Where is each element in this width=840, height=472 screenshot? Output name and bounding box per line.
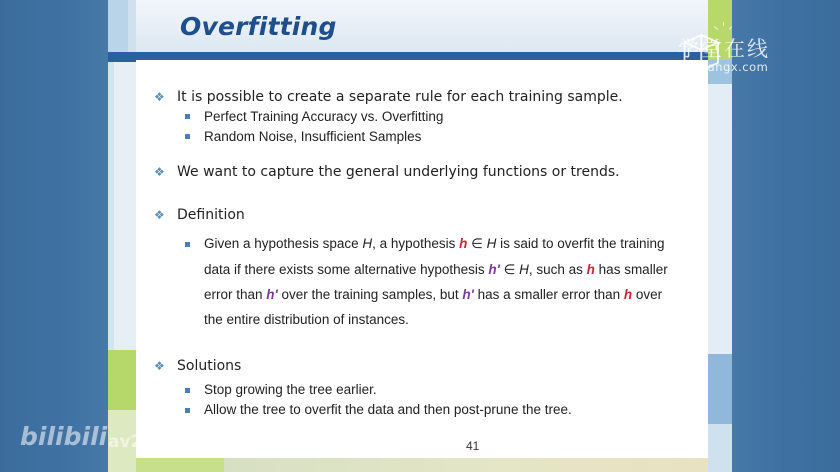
symbol-h-prime: h' xyxy=(266,287,278,302)
bullet-text: Solutions xyxy=(177,358,242,374)
diamond-bullet-icon: ❖ xyxy=(154,208,165,222)
symbol-h-prime: h' xyxy=(488,262,500,277)
bullet-text: It is possible to create a separate rule for each training sample. xyxy=(177,89,623,105)
slide-title: Overfitting xyxy=(180,12,337,41)
bullet-text: Definition xyxy=(177,207,245,223)
sub-bullet-text: Allow the tree to overfit the data and then post-prune the tree. xyxy=(204,402,572,417)
bullet-text: We want to capture the general underlying functions or trends. xyxy=(177,164,620,180)
definition-text: the entire distribution of instances. xyxy=(204,312,409,327)
definition-line xyxy=(204,262,668,278)
definition-text: is said to overfit the training xyxy=(496,236,665,251)
definition-text: over xyxy=(632,287,663,302)
video-stamp: av23933161 11:20/22:59 xyxy=(108,432,346,452)
page-number: 41 xyxy=(466,439,480,453)
sub-bullet-text: Random Noise, Insufficient Samples xyxy=(204,129,422,144)
diamond-bullet-icon: ❖ xyxy=(154,359,165,373)
background-left-band xyxy=(0,0,108,472)
definition-text: , a hypothesis xyxy=(372,236,460,251)
square-bullet-icon xyxy=(185,388,190,393)
definition-line xyxy=(204,287,662,302)
symbol-in: ∈ xyxy=(467,236,487,251)
definition-text: over the training samples, but xyxy=(277,287,463,302)
symbol-h: h xyxy=(623,287,633,302)
definition-text: Given a hypothesis space xyxy=(204,236,363,251)
sub-bullet-text: Stop growing the tree earlier. xyxy=(204,382,377,397)
square-bullet-icon xyxy=(185,408,190,413)
sub-bullet-text: Perfect Training Accuracy vs. Overfitting xyxy=(204,109,444,124)
watermark-url: xuetangx.com xyxy=(680,60,769,74)
symbol-h: h xyxy=(586,262,595,277)
symbol-H: H xyxy=(362,236,373,251)
definition-text: data if there exists some alternative hypothesis xyxy=(204,262,489,277)
symbol-h-prime: h' xyxy=(462,287,474,302)
symbol-H: H xyxy=(519,262,529,277)
square-bullet-icon xyxy=(185,134,190,139)
symbol-H: H xyxy=(486,236,497,251)
symbol-h: h xyxy=(459,236,468,251)
diamond-bullet-icon: ❖ xyxy=(154,90,165,104)
square-bullet-icon xyxy=(185,242,190,247)
definition-text: , such as xyxy=(528,262,587,277)
bilibili-logo: bilibili xyxy=(20,422,108,451)
definition-line xyxy=(204,236,665,252)
watermark-chinese: 学堂在线 xyxy=(678,37,770,61)
definition-text: error than xyxy=(204,287,267,302)
symbol-in: ∈ xyxy=(499,262,520,277)
definition-line xyxy=(204,312,409,327)
definition-text: has smaller xyxy=(594,262,668,277)
definition-text: has a smaller error than xyxy=(473,287,624,302)
square-bullet-icon xyxy=(185,114,190,119)
diamond-bullet-icon: ❖ xyxy=(154,165,165,179)
